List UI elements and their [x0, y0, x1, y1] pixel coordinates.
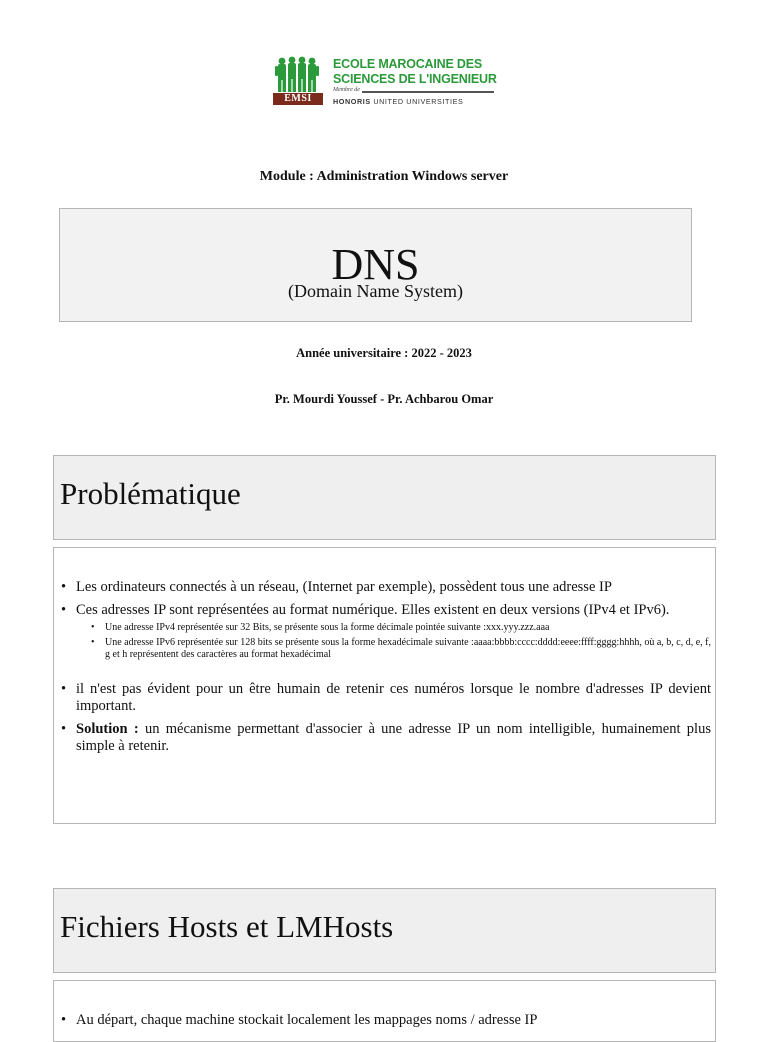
logo-emsi-tag: EMSI — [273, 93, 323, 105]
sub-list-item: • Une adresse IPv4 représentée sur 32 Bits, se présente sous la forme décimale pointée suivante :xxx.yyy.zzz.aaa — [76, 622, 711, 634]
section-header-hosts — [53, 888, 716, 973]
module-title: Module : Administration Windows server — [259, 169, 509, 184]
bullet-list — [57, 579, 711, 761]
logo-membre-text: Membre de — [333, 87, 360, 93]
list-item: • il n'est pas évident pour un être humain de retenir ces numéros lorsque le nombre d'adresses IP devient important. — [57, 681, 711, 715]
emsi-logo — [272, 56, 500, 108]
professors: Pr. Mourdi Youssef - Pr. Achbarou Omar — [274, 392, 494, 406]
academic-year: Année universitaire : 2022 - 2023 — [296, 346, 472, 360]
list-item: • Au départ, chaque machine stockait localement les mappages noms / adresse IP — [57, 1012, 711, 1029]
list-item: • Les ordinateurs connectés à un réseau, (Internet par exemple), possèdent tous une adresse IP — [57, 579, 711, 596]
section-body-problematique — [53, 547, 716, 824]
logo-school-name-line2: SCIENCES DE L'INGENIEUR — [333, 72, 497, 86]
sub-list-item: • Une adresse IPv6 représentée sur 128 bits se présente sous la forme hexadécimale suivante :aaaa:bbbb:cccc:dddd:eeee:ffff:gggg:hhhh, où a, b, c, d, e, f, g et h représentent des caractères au format hexadécimal — [76, 637, 711, 661]
logo-school-name-line1: ECOLE MAROCAINE DES — [333, 57, 482, 71]
section-body-hosts — [53, 980, 716, 1042]
document-subtitle: (Domain Name System) — [288, 281, 463, 301]
logo-divider — [362, 91, 494, 93]
sub-bullet-list — [76, 622, 711, 661]
title-box — [59, 208, 692, 322]
list-item: • Solution : un mécanisme permettant d'associer à une adresse IP un nom intelligible, humainement plus simple à retenir. — [57, 721, 711, 755]
section-title: Fichiers Hosts et LMHosts — [60, 909, 394, 944]
list-item: • Ces adresses IP sont représentées au format numérique. Elles existent en deux versions (IPv4 et IPv6). • Une adresse IPv4 représentée sur 32 Bits, se présente sous la forme décimale pointée suivante :xxx.yyy.zzz.aaa • Une adresse IPv6 représentée sur 128 bits se présente sous la forme hexadécimale suivante :aaaa:bbbb:cccc:dddd:eeee:ffff:gggg:hhhh, où a, b, c, d, e, f, g et h représentent des caractères au format hexadécimal — [57, 602, 711, 661]
section-header-problematique — [53, 455, 716, 540]
document-title: DNS — [331, 240, 420, 289]
logo-honoris-text: HONORIS UNITED UNIVERSITIES — [333, 97, 464, 106]
section-title: Problématique — [60, 476, 241, 511]
